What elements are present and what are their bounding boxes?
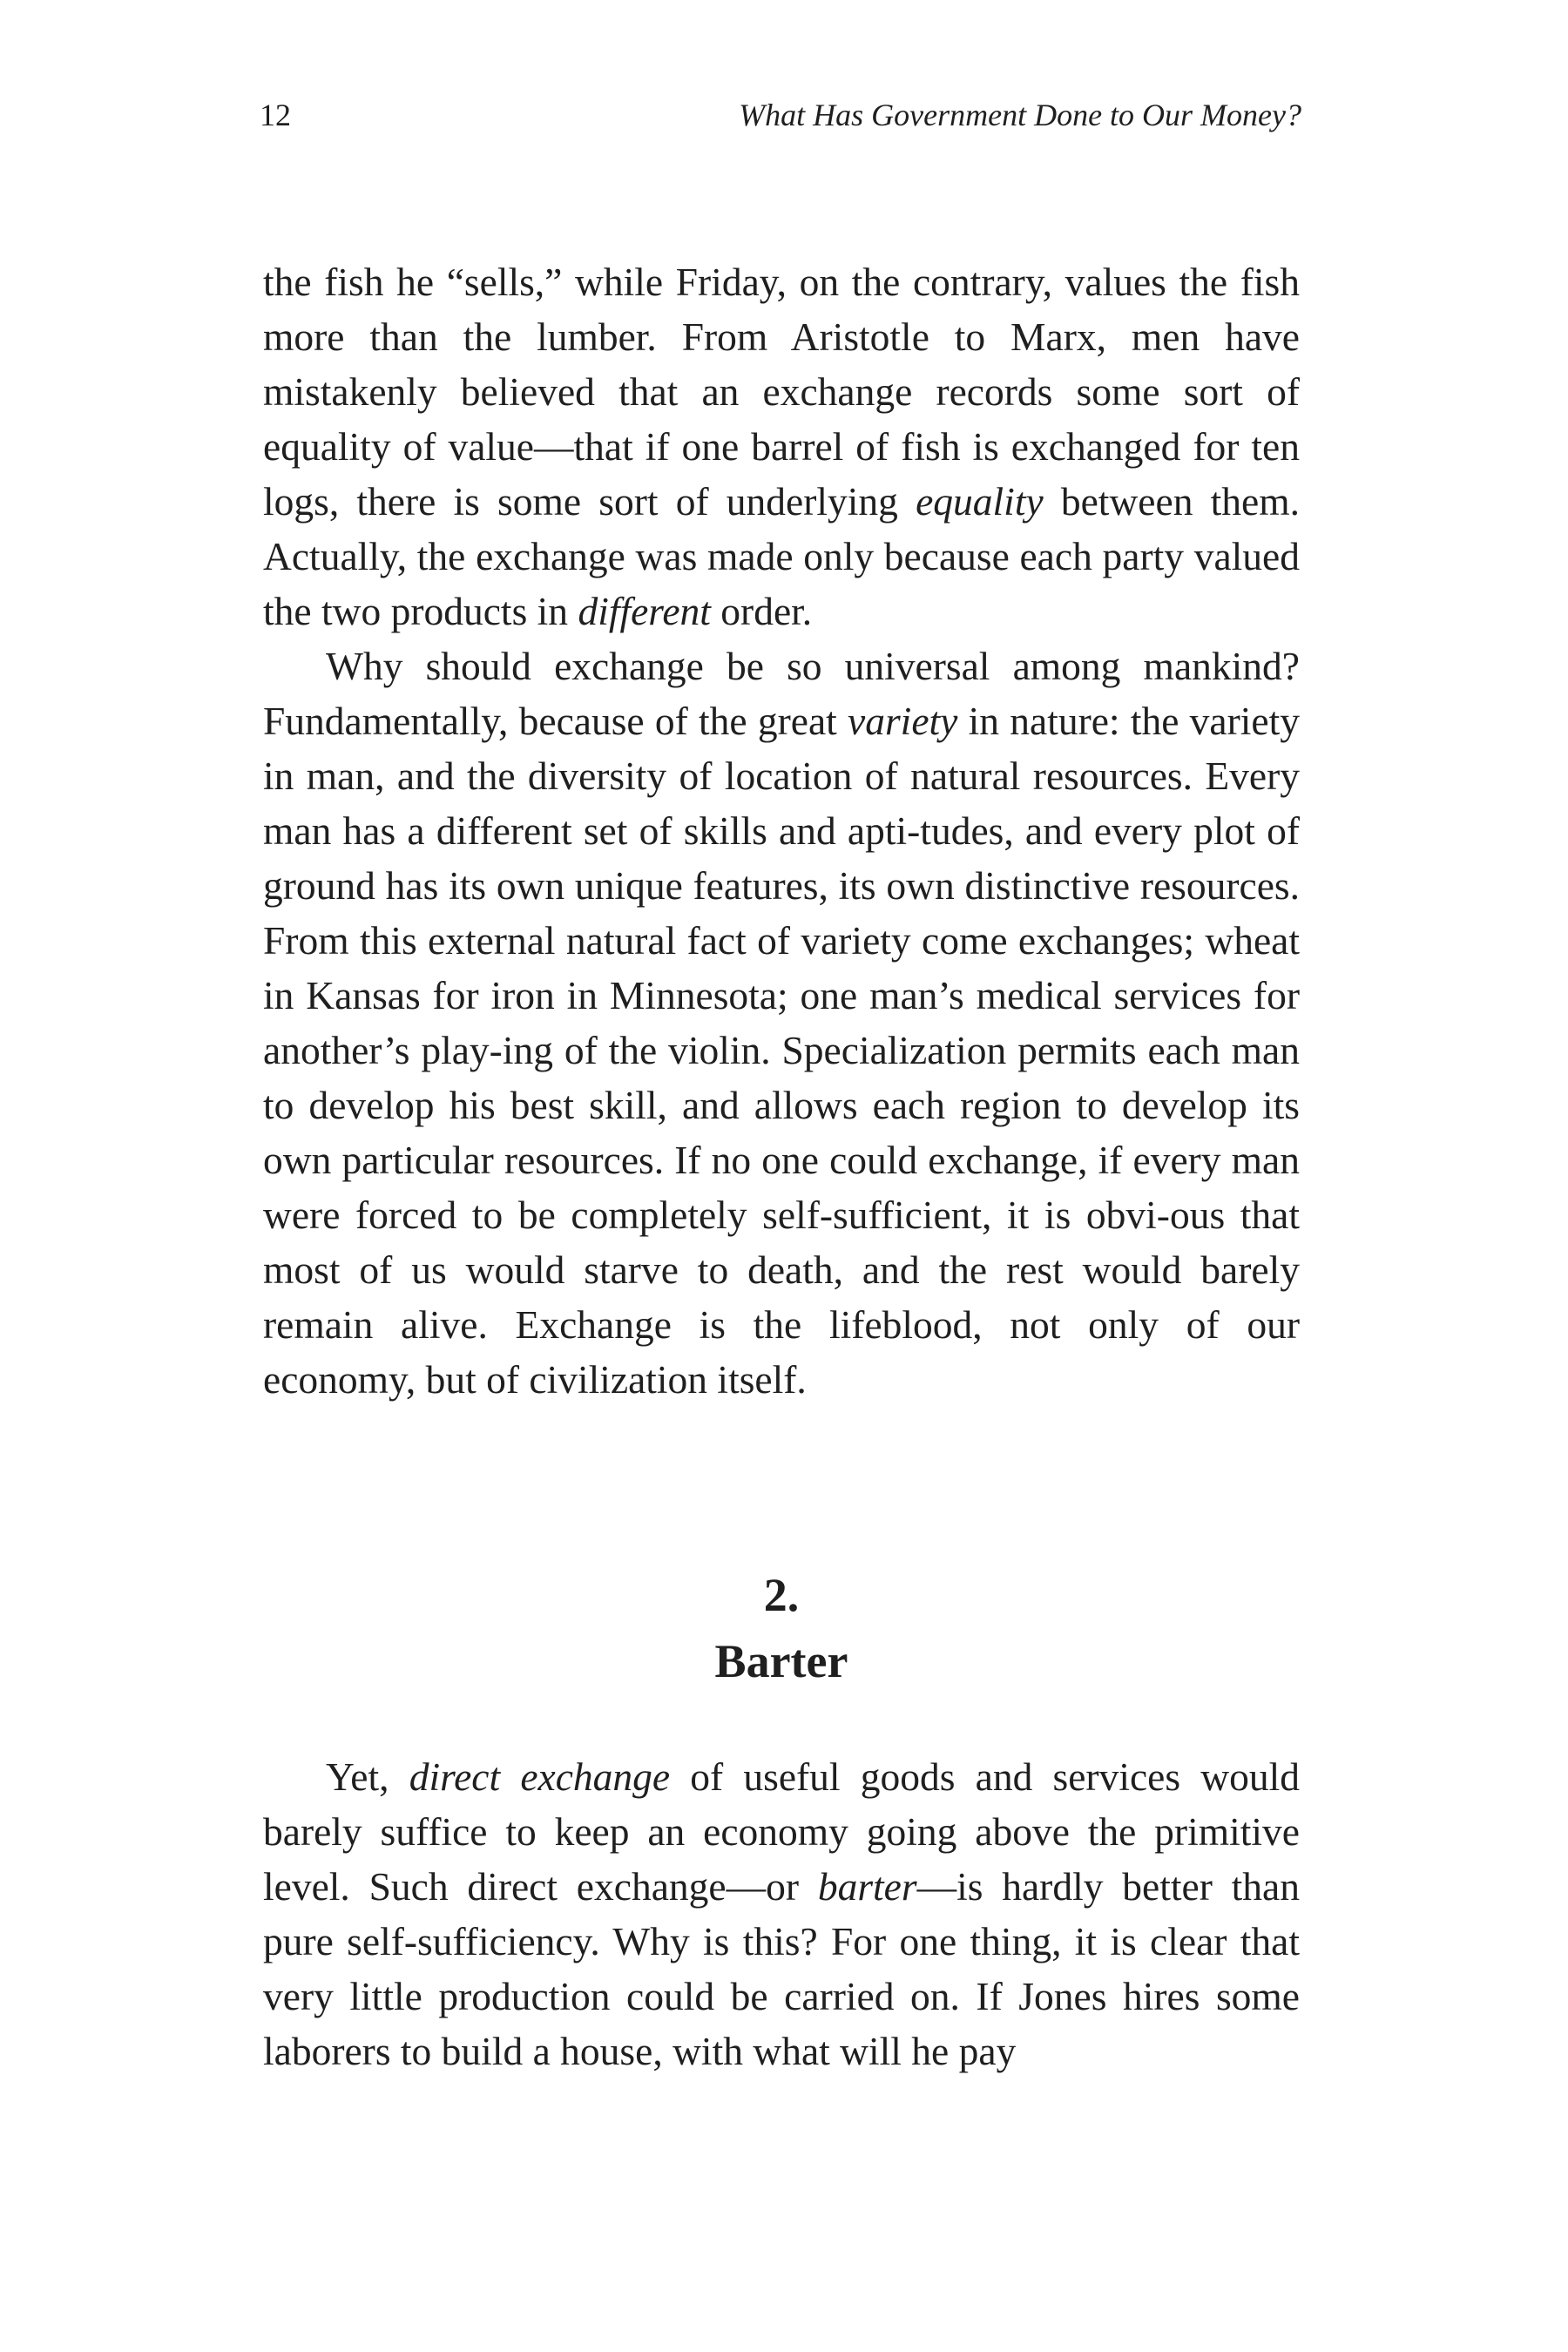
text-segment: Why should exchange be so universal among mankind? Fundamentally, because of the great: [263, 644, 1300, 743]
text-segment: in nature: the variety in man, and the diversity of location of natural resources. Every man has a different set of skills and apti-tudes, and every plot of ground has its own unique features, its own distinctive resources. From this external natural fact of variety come exchanges; wheat in Kansas for iron in Minnesota; one man’s medical services for another’s play-ing of the violin. Specialization permits each man to develop his best skill, and allows each region to develop its own particular resources. If no one could exchange, if every man were forced to be completely self-sufficient, it is obvi-ous that most of us would starve to death, and the rest would barely remain alive. Exchange is the lifeblood, not only of our economy, but of civilization itself.: [263, 699, 1300, 1402]
text-segment: Yet,: [326, 1754, 409, 1799]
paragraph-variety: [263, 639, 1300, 1407]
text-block-bottom: [263, 1749, 1300, 2078]
section-number: 2.: [763, 1569, 800, 1621]
italic-text-segment: variety: [848, 699, 958, 743]
italic-text-segment: barter: [817, 1864, 917, 1909]
running-title: What Has Government Done to Our Money?: [739, 98, 1301, 132]
text-segment: between them. Actually, the exchange was made only because each party valued the two products in: [263, 479, 1300, 633]
text-segment: of useful goods and services would barely suffice to keep an economy going above the primitive level. Such direct exchange—or: [263, 1754, 1300, 1909]
paragraph-barter: [263, 1749, 1300, 2078]
paragraph-continued: [263, 254, 1300, 639]
text-segment: order.: [710, 589, 813, 633]
text-block-top: [263, 254, 1300, 1407]
italic-text-segment: equality: [916, 479, 1044, 524]
text-segment: —is hardly better than pure self-sufficiency. Why is this? For one thing, it is clear that very little production could be carried on. If Jones hires some laborers to build a house, with what will he pay: [263, 1864, 1300, 2073]
section-title: Barter: [714, 1635, 848, 1687]
page-number: 12: [260, 98, 291, 132]
italic-text-segment: different: [578, 589, 711, 633]
italic-text-segment: direct exchange: [409, 1754, 671, 1799]
running-head: [260, 94, 1301, 136]
text-segment: the fish he “sells,” while Friday, on the contrary, values the fish more than the lumber. From Aristotle to Marx, men have mistakenly believed that an exchange records some sort of equality of value—that if one barrel of fish is exchanged for ten logs, there is some sort of underlying: [263, 260, 1300, 524]
